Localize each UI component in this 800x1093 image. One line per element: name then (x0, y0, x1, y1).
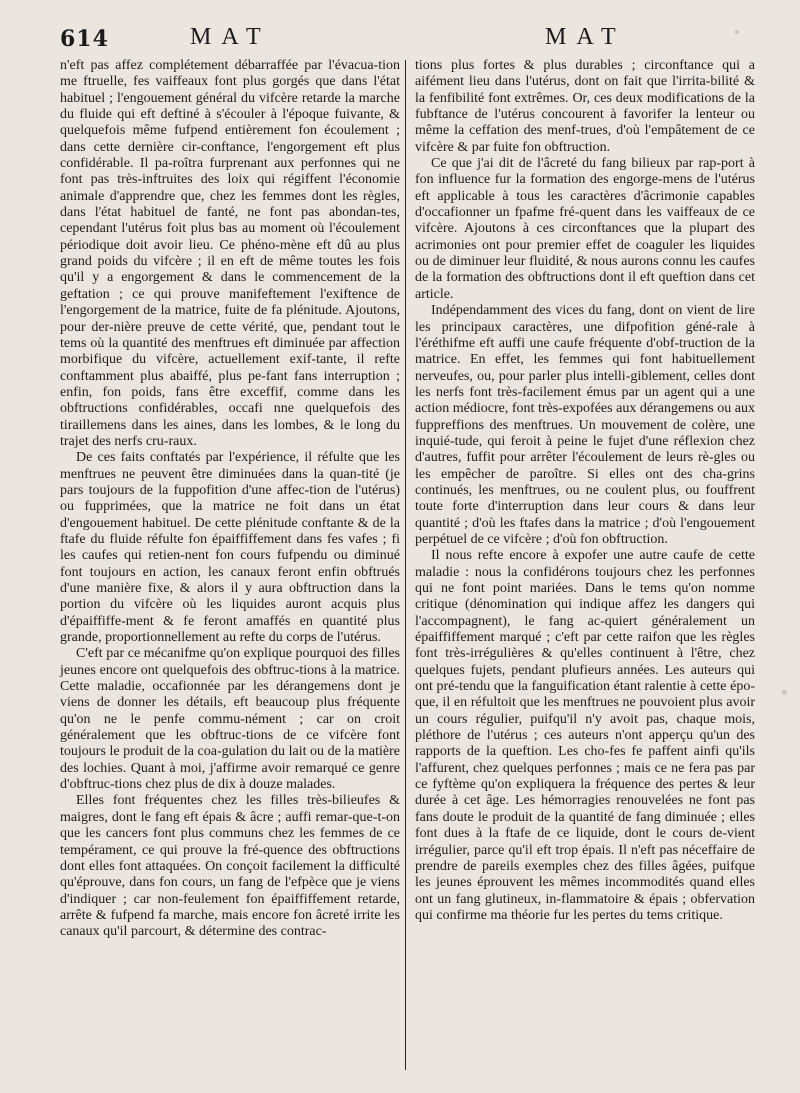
left-column (60, 58, 400, 941)
page-number: 614 (60, 26, 109, 52)
paragraph: Elles font fréquentes chez les filles très-bilieufes & maigres, dont le fang eft épais & âcre ; auffi remar-que-t-on que les cancers font plus communs chez les femmes de ce tempérament, ce qui prouve la fré-quence des obftructions dont elles font attaquées. On conçoit facilement la difficulté qu'éprouve, dans fon cours, un fang de l'efpèce que je viens d'indiquer ; car non-feulement fon épaiffiffement retarde, arrête & fufpend fa marche, mais encore fon âcreté irrite les canaux qu'il parcourt, & détermine des contrac- (60, 793, 400, 940)
running-head-right: MAT (545, 24, 626, 50)
paragraph: Ce que j'ai dit de l'âcreté du fang bilieux par rap-port à fon influence fur la formation des engorge-mens de l'utérus eft applicable à tous les caractères d'âcrimonie capables d'occafionner un fpafme fré-quent dans les vaiffeaux de ce vifcère. Ajoutons à ces circonftances que la plupart des acrimonies ont pour premier effet de coaguler les liquides ou de diminuer leur fluidité, & nous aurons connu les caufes de la formation des obftructions dont il eft queftion dans cet article. (415, 156, 755, 302)
paper-speck (782, 690, 787, 695)
paper-speck (735, 30, 739, 34)
right-column (415, 58, 755, 924)
paragraph: tions plus fortes & plus durables ; circonftance qui a aifément lieu dans l'utérus, dont on fait que l'irrita-bilité & la fenfibilité font extrêmes. Or, ces deux modifications de la fubftance de l'utérus concourent à favorifer la lenteur ou même la ceffation des menf-trues, d'où l'empâtement de ce vifcère & par fuite fon obftruction. (415, 58, 755, 155)
page-header (0, 22, 800, 56)
paragraph: De ces faits conftatés par l'expérience, il réfulte que les menftrues ne peuvent être diminuées dans la quan-tité (je pars toujours de la fuppofition d'une affec-tion de l'utérus) ou fupprimées, que la matrice ne foit dans un état d'engouement habituel. De cette plénitude conftante & de la ftafe du fluide réfulte fon épaiffiffement dans fes vafes ; fi les caufes qui retien-nent fon cours fufpendu ou diminué font toujours en action, les canaux feront enfin obftrués d'une manière fixe, & alors il y aura obftruction dans la portion du vifcère où les liquides auront acquis plus d'épaiffiffe-ment & fe feront amaffés en quantité plus grande, proportionnellement au refte du corps de l'utérus. (60, 450, 400, 646)
paragraph: Indépendamment des vices du fang, dont on vient de lire les principaux caractères, une difpofition géné-rale à l'éréthifme eft auffi une caufe fréquente d'obf-truction de la matrice. En effet, les femmes qui font habituellement nerveufes, ou, pour parler plus intelli-giblement, celles dont les nerfs font très-facilement émus par un agent qui a une action médiocre, font très-expofées aux dérangemens ou aux fuppreffions des menftrues. Un mouvement de colère, une inquié-tude, qui feroit à peine le fujet d'une réflexion chez d'autres, fuffit pour arrêter l'écoulement de leurs rè-gles ou les empêcher de paroître. Si elles ont des cha-grins continués, les menftrues, ou ne coulent plus, ou fouffrent toute forte d'interruption dans leur cours & dans leur quantité ; d'où les ftafes dans la matrice ; d'où l'engouement perpétuel de ce vifcère ; d'où fon obftruction. (415, 303, 755, 547)
paragraph: n'eft pas affez complétement débarraffée par l'évacua-tion me ftruelle, fes vaiffeaux font plus gorgés que dans l'état habituel ; l'engouement général du vifcère retarde la marche du fluide qui eft deftiné à s'écouler à l'époque fuivante, & quelquefois même fufpend entièrement fon écoulement ; dans cette dernière cir-conftance, l'engorgement eft plus confidérable. Il pa-roîtra furprenant aux perfonnes qui ne font pas très-inftruites des loix qui régiffent l'économie animale d'apprendre que, chez les femmes dont les règles, dans l'état habituel de fanté, ne font pas abondan-tes, cependant l'utérus foit plus bas au moment où l'écoulement périodique doit avoir lieu. Ce phéno-mène eft dû au plus grand poids du vifcère ; il en eft de même toutes les fois qu'il y a engorgement & dans le commencement de la geftation ; ce qui prouve manifeftement l'exiftence de l'engorgement de la matrice, fuite de fa plénitude. Ajoutons, pour der-nière preuve de cette vérité, que, pendant tout le tems où la quantité des menftrues eft diminuée par affection morbifique du vifcère, actuellement exif-tante, il refte conftamment plus abaiffé, plus pe-fant fans interruption ; enfin, fon poids, fans être exceffif, comme dans les obftructions confidérables, occafi nne quelquefois des tiraillemens dans les aines, dans les lombes, & le long du trajet des nerfs cru-raux. (60, 58, 400, 449)
running-head-left: MAT (190, 24, 271, 50)
paragraph: C'eft par ce mécanifme qu'on explique pourquoi des filles jeunes encore ont quelquefois des obftruc-tions à la matrice. Cette maladie, occafionnée par les dérangemens dont je viens de donner les détails, eft beaucoup plus fréquente qu'on ne le penfe commu-nément ; car on croit généralement que les obftruc-tions de ce vifcère font toujours le produit de la coa-gulation du lait ou de la matière des lochies. Quant à moi, j'affirme avoir remarqué ce genre d'obftruc-tions chez plus de dix à douze malades. (60, 646, 400, 793)
column-rule (405, 60, 406, 1070)
paragraph: Il nous refte encore à expofer une autre caufe de cette maladie : nous la confidérons toujours chez les perfonnes qui ne font point mariées. Dans le tems qu'on nomme critique (dénomination qui indique affez les dangers qui l'accompagnent), le fang ac-quiert généralement un épaiffiffement marqué ; c'eft par cette raifon que les règles font très-irrégulières & qu'elles continuent à l'être, chez quelques fujets, pendant plufieurs années. Les auteurs qui ont pré-tendu que la fanguification étant ralentie à cette épo-que, il en réfultoit que les menftrues ne pouvoient plus avoir un cours régulier, puifqu'il n'y avoit pas, chaque mois, pléthore de l'utérus ; ces auteurs n'ont apperçu qu'un des rapports de la queftion. Les cho-fes fe paffent ainfi qu'ils l'affurent, chez quelques perfonnes ; mais ce ne fera pas par ce fyftème qu'on expliquera la fréquence des pertes & leur durée à cet âge. Les hémorragies renouvelées ne font pas fans doute le produit de la quantité de fang diminuée ; elles font dues à la ftafe de ce liquide, dont le cours de-vient irrégulier, parce qu'il eft trop épais. Il n'eft pas néceffaire de prendre de pareils exemples chez des filles âgées, puifque les jeunes éprouvent les mêmes incommodités quand elles ont un fang glutineux, in-flammatoire & épais ; obfervation qui confirme ma théorie fur les pertes du tems critique. (415, 548, 755, 923)
